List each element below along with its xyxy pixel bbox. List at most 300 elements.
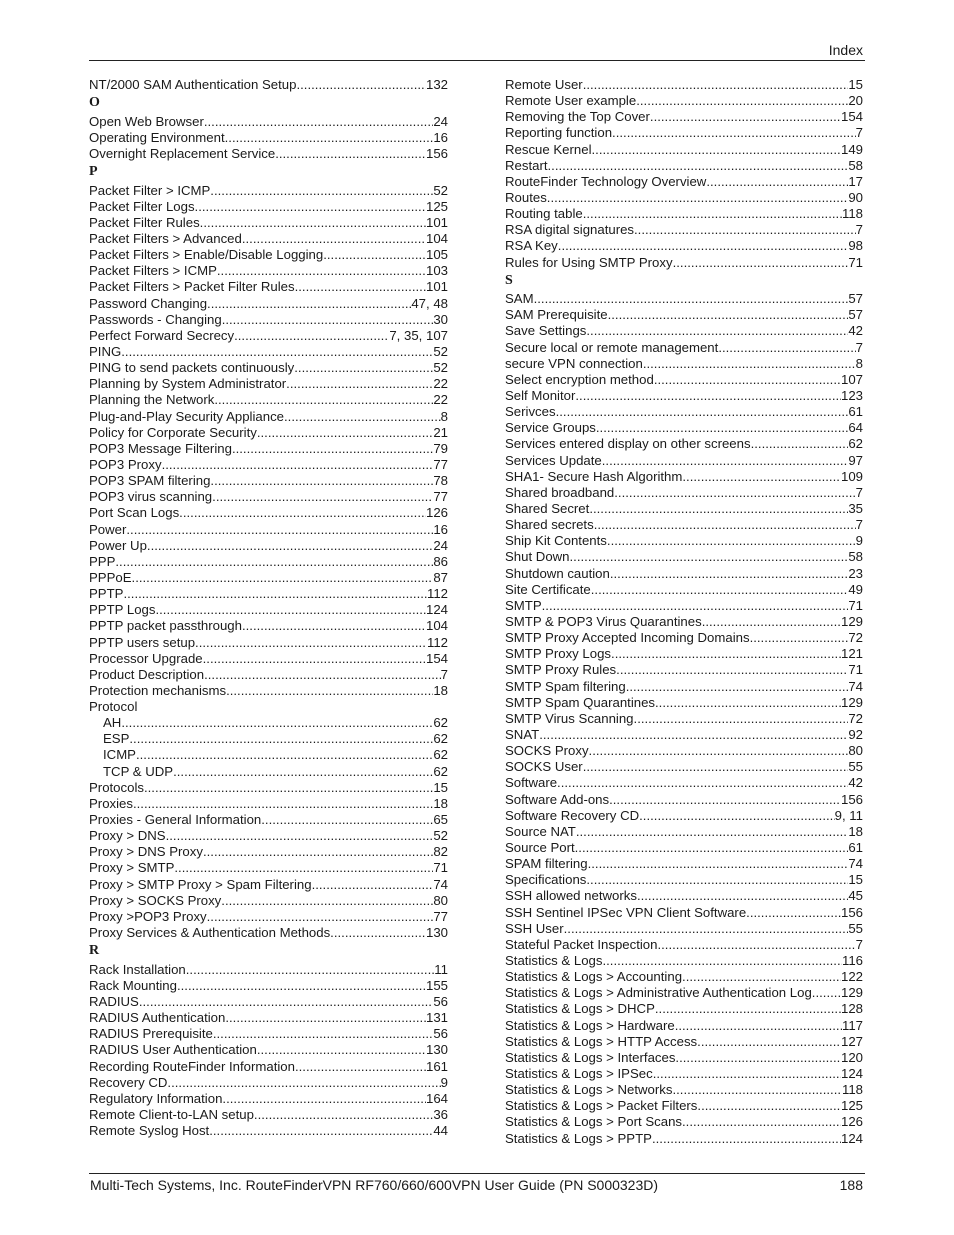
dot-leader [637, 888, 848, 904]
index-entry [89, 392, 448, 408]
index-term: SOCKS User [505, 759, 583, 775]
index-term: Password Changing [89, 295, 208, 311]
dot-leader [123, 586, 427, 602]
dot-leader [583, 759, 849, 775]
index-entry [89, 570, 448, 586]
dot-leader [596, 420, 848, 436]
index-term: Shutdown caution [505, 565, 610, 581]
index-term: Open Web Browser [89, 113, 204, 129]
index-page-ref: 72 [848, 710, 863, 726]
dot-leader [702, 614, 841, 630]
index-entry [505, 1050, 863, 1066]
dot-leader [232, 441, 433, 457]
index-page-ref: 24 [433, 537, 448, 553]
dot-leader [608, 307, 849, 323]
dot-leader [204, 114, 433, 130]
index-page-ref: 149 [840, 141, 863, 157]
index-term: RADIUS Prerequisite [89, 1026, 213, 1042]
index-term: SSH allowed networks [505, 888, 637, 904]
index-entry [89, 667, 448, 683]
index-term: Site Certificate [505, 581, 591, 597]
index-page-ref: 103 [425, 263, 448, 279]
dot-leader [576, 824, 848, 840]
index-page-ref: 15 [848, 872, 863, 888]
index-term: Software [505, 775, 558, 791]
index-entry [505, 614, 863, 630]
index-page-ref: 129 [840, 614, 863, 629]
index-term: Port Scan Logs [89, 505, 180, 521]
index-entry [505, 598, 863, 614]
dot-leader [139, 994, 434, 1010]
index-term: SNAT [505, 726, 540, 742]
index-term: Statistics & Logs > Port Scans [505, 1114, 683, 1130]
index-page-ref: 36 [433, 1106, 448, 1122]
index-page-ref: 129 [840, 985, 863, 1001]
index-sub-entry [89, 715, 448, 731]
index-term: Policy for Corporate Security [89, 424, 257, 440]
dot-leader [286, 376, 433, 392]
dot-leader [242, 618, 426, 634]
index-term: Rules for Using SMTP Proxy [505, 254, 673, 270]
index-entry [505, 679, 863, 695]
index-entry [89, 796, 448, 812]
index-entry [505, 436, 863, 452]
index-column-right [505, 77, 863, 1147]
index-letter-heading: S [505, 272, 513, 288]
index-page-ref: 71 [848, 662, 863, 678]
index-term: Remote User [505, 77, 583, 92]
index-page-ref: 130 [425, 1042, 448, 1058]
index-page-ref: 65 [433, 812, 448, 828]
index-term: RouteFinder Technology Overview [505, 173, 707, 189]
index-term: Service Groups [505, 420, 596, 436]
index-page-ref: 74 [848, 678, 863, 694]
index-entry [505, 905, 863, 921]
index-page-ref: 18 [433, 682, 448, 698]
dot-leader [611, 646, 841, 662]
index-term: Plug-and-Play Security Appliance [89, 408, 284, 424]
index-entry [89, 473, 448, 489]
index-entry [505, 775, 863, 791]
index-entry [505, 453, 863, 469]
index-entry [505, 840, 863, 856]
index-entry [505, 307, 863, 323]
index-entry [505, 469, 863, 485]
dot-leader [144, 780, 433, 796]
index-page-ref: 56 [433, 1026, 448, 1042]
index-page-ref: 62 [433, 763, 448, 779]
index-entry [505, 501, 863, 517]
dot-leader [242, 231, 426, 247]
index-term: Packet Filter Rules [89, 214, 200, 230]
index-term: Proxy > SOCKS Proxy [89, 892, 222, 908]
dot-leader [675, 1050, 841, 1066]
index-entry [89, 994, 448, 1010]
index-page-ref: 15 [848, 77, 863, 92]
dot-leader [257, 1042, 426, 1058]
dot-leader [812, 985, 841, 1001]
index-page-ref: 112 [426, 586, 448, 602]
index-page-ref: 62 [433, 731, 448, 747]
index-entry [505, 1082, 863, 1098]
dot-leader [179, 505, 426, 521]
dot-leader [295, 279, 426, 295]
index-term: Statistics & Logs [505, 952, 603, 968]
dot-leader [323, 247, 426, 263]
index-page-ref: 57 [848, 291, 863, 307]
index-page-ref: 35 [848, 501, 863, 517]
index-entry [505, 93, 863, 109]
index-term: Statistics & Logs > Hardware [505, 1017, 675, 1033]
index-term: Select encryption method [505, 371, 654, 387]
index-entry [89, 651, 448, 667]
dot-leader [706, 174, 848, 190]
index-entry [89, 602, 448, 618]
index-page-ref: 107 [840, 371, 863, 387]
dot-leader [195, 635, 427, 651]
index-entry [505, 420, 863, 436]
index-term: Rack Mounting [89, 977, 177, 993]
index-entry [89, 409, 448, 425]
index-entry [89, 978, 448, 994]
index-term: Rack Installation [89, 961, 186, 977]
index-page-ref: 7 [855, 339, 863, 355]
dot-leader [614, 485, 855, 501]
index-entry [505, 1001, 863, 1017]
dot-leader [594, 517, 856, 533]
dot-leader [209, 1123, 433, 1139]
index-entry [89, 683, 448, 699]
dot-leader [330, 925, 426, 941]
index-term: Packet Filters > ICMP [89, 263, 217, 279]
index-page-ref: 125 [425, 198, 448, 214]
dot-leader [213, 1026, 433, 1042]
dot-leader [548, 158, 849, 174]
index-letter-heading: R [89, 943, 100, 959]
dot-leader [639, 808, 835, 824]
index-entry [505, 1066, 863, 1082]
dot-leader [234, 328, 389, 344]
dot-leader [204, 667, 441, 683]
index-term: ESP [103, 731, 130, 747]
index-entry [89, 457, 448, 473]
index-entry [89, 586, 448, 602]
index-entry [505, 630, 863, 646]
index-term: Secure local or remote management [505, 339, 719, 355]
index-entry [505, 125, 863, 141]
index-term: Statistics & Logs > IPSec [505, 1065, 653, 1081]
index-term: Processor Upgrade [89, 650, 203, 666]
dot-leader [575, 388, 841, 404]
index-page-ref: 80 [848, 743, 863, 759]
index-page-ref: 16 [433, 521, 448, 537]
index-term: POP3 virus scanning [89, 489, 213, 505]
index-entry [89, 828, 448, 844]
index-page-ref: 82 [433, 844, 448, 860]
index-term: Product Description [89, 666, 205, 682]
dot-leader [254, 1107, 433, 1123]
index-page-ref: 74 [848, 856, 863, 872]
dot-leader [634, 222, 856, 238]
index-term: Shared secrets [505, 517, 594, 533]
index-page-ref: 58 [848, 549, 863, 565]
page-header [89, 40, 865, 61]
index-page-ref: 7 [855, 484, 863, 500]
index-entry [89, 925, 448, 941]
index-entry [89, 296, 448, 312]
dot-leader [589, 743, 849, 759]
index-page-ref: 132 [425, 77, 448, 92]
index-term: Packet Filters > Advanced [89, 230, 242, 246]
index-term: Operating Environment [89, 129, 225, 145]
index-entry [89, 1026, 448, 1042]
dot-leader [147, 538, 433, 554]
index-entry [89, 1010, 448, 1026]
dot-leader [655, 1001, 841, 1017]
index-page-ref: 120 [840, 1049, 863, 1065]
index-entry [505, 485, 863, 501]
index-entry [89, 962, 448, 978]
index-page-ref: 104 [425, 618, 448, 634]
index-column-left [89, 77, 448, 1139]
index-term: Protection mechanisms [89, 682, 227, 698]
index-term: Reporting function [505, 125, 613, 141]
dot-leader [583, 77, 849, 93]
index-page-ref: 62 [433, 747, 448, 763]
index-entry [505, 190, 863, 206]
dot-leader [136, 747, 433, 763]
index-term: Software Recovery CD [505, 807, 640, 823]
dot-leader [607, 533, 856, 549]
index-term: Power [89, 521, 127, 537]
dot-leader [225, 1010, 426, 1026]
index-entry [89, 1123, 448, 1139]
index-term: AH [103, 715, 122, 731]
index-term: Statistics & Logs > Packet Filters [505, 1098, 698, 1114]
index-entry [505, 743, 863, 759]
index-entry [505, 759, 863, 775]
dot-leader [583, 206, 842, 222]
index-entry [505, 727, 863, 743]
dot-leader [312, 877, 434, 893]
index-page-ref: 22 [433, 392, 448, 408]
index-term: Remote User example [505, 93, 637, 109]
index-entry [89, 522, 448, 538]
index-entry [505, 222, 863, 238]
index-page-ref: 77 [433, 908, 448, 924]
index-term: POP3 SPAM filtering [89, 473, 211, 489]
index-page-ref: 156 [425, 145, 448, 161]
index-term: POP3 Proxy [89, 456, 162, 472]
index-term: Self Monitor [505, 388, 576, 404]
dot-leader [612, 125, 856, 141]
index-term: PING [89, 343, 122, 359]
index-term: Proxy > DNS [89, 828, 166, 844]
dot-leader [586, 323, 848, 339]
index-page-ref: 156 [840, 904, 863, 920]
dot-leader [121, 344, 433, 360]
index-page-ref: 98 [848, 238, 863, 254]
index-term: Routing table [505, 206, 583, 222]
index-entry [505, 142, 863, 158]
index-page-ref: 124 [840, 1130, 863, 1146]
dot-leader [547, 190, 849, 206]
dot-leader [626, 679, 849, 695]
index-entry [505, 1131, 863, 1147]
dot-leader [672, 1082, 841, 1098]
dot-leader [177, 978, 426, 994]
index-entry [89, 844, 448, 860]
dot-leader [133, 796, 433, 812]
dot-leader [257, 425, 433, 441]
dot-leader [155, 602, 426, 618]
index-page-ref: 7 [855, 936, 863, 952]
index-term: SMTP Virus Scanning [505, 710, 634, 726]
index-term: Proxy > SMTP Proxy > Spam Filtering [89, 876, 312, 892]
index-term: SAM [505, 291, 534, 307]
index-page-ref: 58 [848, 157, 863, 173]
dot-leader [294, 360, 433, 376]
index-entry [89, 441, 448, 457]
dot-leader [589, 501, 848, 517]
index-page-ref: 118 [841, 206, 863, 222]
index-entry [505, 323, 863, 339]
index-sub-entry [89, 747, 448, 763]
index-entry [89, 425, 448, 441]
index-entry [505, 808, 863, 824]
index-term: Power Up [89, 537, 147, 553]
index-page-ref: 61 [848, 839, 863, 855]
index-entry [505, 238, 863, 254]
index-term: POP3 Message Filtering [89, 440, 232, 456]
index-page-ref: 61 [848, 404, 863, 420]
index-entry [505, 206, 863, 222]
index-page-ref: 30 [433, 311, 448, 327]
index-page-ref: 45 [848, 888, 863, 904]
index-term: Statistics & Logs > DHCP [505, 1001, 655, 1017]
index-entry [89, 1075, 448, 1091]
dot-leader [166, 828, 434, 844]
index-entry [89, 909, 448, 925]
index-term: Routes [505, 189, 547, 205]
index-page-ref: 74 [433, 876, 448, 892]
index-term: Source NAT [505, 823, 576, 839]
index-entry [89, 376, 448, 392]
index-term: Specifications [505, 872, 587, 888]
dot-leader [115, 554, 433, 570]
dot-leader [609, 792, 841, 808]
dot-leader [222, 1091, 426, 1107]
index-entry [89, 183, 448, 199]
index-entry [89, 635, 448, 651]
index-entry [89, 877, 448, 893]
index-term: Restart [505, 157, 548, 173]
index-page-ref: 62 [848, 436, 863, 452]
index-letter-heading: O [89, 95, 100, 111]
index-page-ref: 155 [425, 977, 448, 993]
index-term: SMTP Spam Quarantines [505, 694, 656, 710]
index-term: Planning the Network [89, 392, 215, 408]
index-page-ref: 121 [840, 646, 863, 662]
index-entry [89, 263, 448, 279]
dot-leader [210, 183, 433, 199]
index-term: Statistics & Logs > PPTP [505, 1130, 652, 1146]
index-term: Removing the Top Cover [505, 109, 650, 125]
index-term: PPP [89, 553, 116, 569]
dot-leader [129, 731, 433, 747]
dot-leader [207, 296, 411, 312]
dot-leader [636, 93, 848, 109]
dot-leader [575, 840, 849, 856]
index-entry [505, 711, 863, 727]
index-term: Serivces [505, 404, 556, 420]
index-page-ref: 80 [433, 892, 448, 908]
index-entry [89, 114, 448, 130]
index-page-ref: 7 [855, 517, 863, 533]
dot-leader [643, 356, 856, 372]
index-page-ref: 130 [425, 925, 448, 941]
dot-leader [610, 566, 848, 582]
index-page-ref: 8 [440, 408, 448, 424]
index-term: SMTP Proxy Accepted Incoming Domains [505, 630, 750, 646]
index-entry [505, 174, 863, 190]
index-page-ref: 127 [840, 1033, 863, 1049]
index-entry [89, 1107, 448, 1123]
index-entry [89, 812, 448, 828]
index-page-ref: 71 [848, 597, 863, 613]
index-page-ref: 18 [433, 795, 448, 811]
dot-leader [121, 715, 433, 731]
index-term: SHA1- Secure Hash Algorithm [505, 468, 683, 484]
index-term: PPTP users setup [89, 634, 196, 650]
index-entry [505, 109, 863, 125]
index-entry [505, 582, 863, 598]
index-page-ref: 126 [840, 1114, 863, 1130]
dot-leader [682, 469, 841, 485]
index-entry [505, 646, 863, 662]
index-entry [89, 328, 448, 344]
index-entry [89, 360, 448, 376]
index-page-ref: 128 [840, 1001, 863, 1017]
dot-leader [564, 921, 849, 937]
index-entry [89, 199, 448, 215]
dot-leader [653, 1066, 841, 1082]
dot-leader [586, 872, 848, 888]
index-page-ref: 18 [848, 823, 863, 839]
dot-leader [602, 453, 849, 469]
index-entry [89, 312, 448, 328]
dot-leader [214, 392, 433, 408]
dot-leader [557, 775, 848, 791]
index-sub-entry [89, 764, 448, 780]
index-entry [505, 356, 863, 372]
dot-leader [222, 312, 434, 328]
index-page-ref: 122 [840, 969, 863, 985]
dot-leader [591, 582, 849, 598]
index-term: Remote Client-to-LAN setup [89, 1106, 254, 1122]
index-term: Remote Syslog Host [89, 1123, 210, 1139]
index-page-ref: 109 [840, 468, 863, 484]
index-page-ref: 129 [840, 694, 863, 710]
dot-leader [167, 1075, 440, 1091]
index-page-ref: 23 [848, 565, 863, 581]
index-term: SSH Sentinel IPSec VPN Client Software [505, 904, 747, 920]
index-term: Overnight Replacement Service [89, 145, 276, 161]
dot-leader [200, 215, 426, 231]
dot-leader [654, 372, 841, 388]
index-page-ref: 161 [425, 1058, 448, 1074]
index-entry [505, 872, 863, 888]
